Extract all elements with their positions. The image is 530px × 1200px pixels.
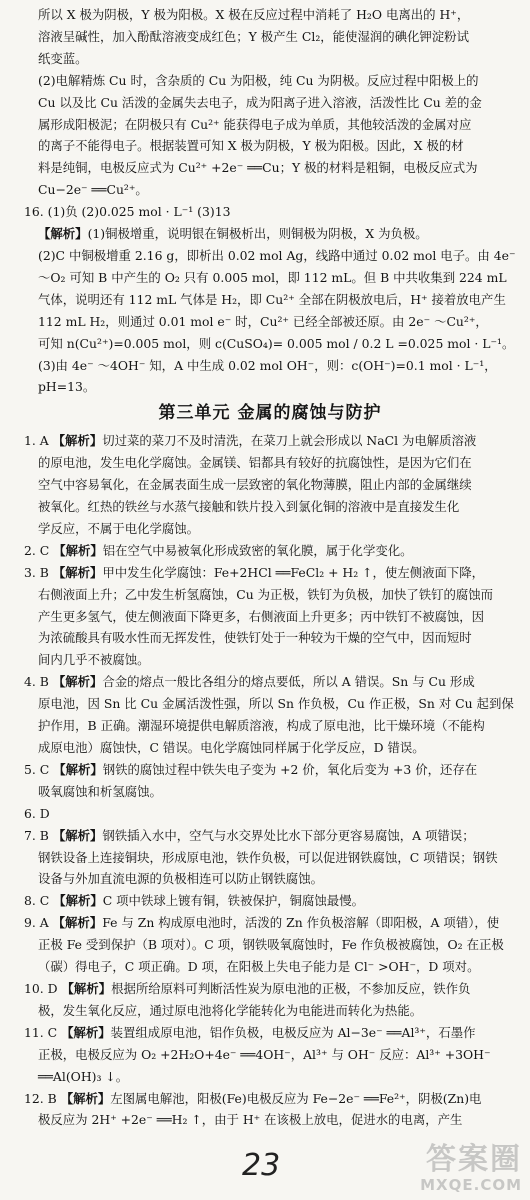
- text-line: 右侧液面上升；乙中发生析氢腐蚀，Cu 为正极，铁钉为负极，加快了铁钉的腐蚀而: [38, 586, 494, 602]
- analysis-label: 【解析】: [52, 674, 103, 690]
- text-line: 空气中容易氧化，在金属表面生成一层致密的氧化物薄膜，阻止内部的金属继续: [38, 477, 472, 493]
- watermark-logo: [420, 1144, 522, 1194]
- text-line: 间内几乎不被腐蚀。: [38, 652, 150, 668]
- analysis-label: 【解析】: [52, 915, 103, 931]
- text-line: 极反应为 2H⁺ +2e⁻ ══H₂ ↑，由于 H⁺ 在该极上放电，促进水的电离，产生: [38, 1112, 463, 1128]
- text-line: 7. B 【解析】钢铁插入水中，空气与水交界处比水下部分更容易腐蚀，A 项错误；: [24, 827, 475, 843]
- text-line: 属形成阳极泥；在阴极只有 Cu²⁺ 能获得电子成为单质，其他较活泼的金属对应: [38, 116, 472, 132]
- section-title: 第三单元 金属的腐蚀与防护: [158, 403, 382, 424]
- text-line: 可知 n(Cu²⁺)=0.005 mol，则 c(CuSO₄)= 0.005 mol / 0.2 L =0.025 mol · L⁻¹。: [38, 335, 515, 351]
- analysis-label: 【解析】: [61, 980, 112, 996]
- text-line: 护作用，B 正确。潮湿环境提供电解质溶液，构成了原电池，比干燥环境（不能构: [38, 718, 485, 734]
- text-line: 学反应，不属于电化学腐蚀。: [38, 520, 200, 536]
- text-line: 3. B 【解析】甲中发生化学腐蚀：Fe+2HCl ══FeCl₂ + H₂ ↑，使左侧液面下降，: [24, 564, 485, 580]
- text-line: 10. D 【解析】根据所给原料可判断活性炭为原电池的正极，不参加反应，铁作负: [24, 980, 471, 996]
- text-line: 纸变蓝。: [38, 50, 88, 66]
- text-line: 产生更多氢气，使左侧液面下降更多，右侧液面上升更多；丙中铁钉不被腐蚀，因: [38, 608, 485, 624]
- text-line: 8. C 【解析】C 项中铁球上镀有铜，铁被保护，铜腐蚀最慢。: [24, 893, 364, 909]
- page-number: 23: [242, 1148, 281, 1183]
- text-line: ══Al(OH)₃ ↓。: [38, 1068, 129, 1084]
- text-line: 为浓硫酸具有吸水性而无挥发性，使铁钉处于一种较为干燥的空气中，因而短时: [38, 630, 472, 646]
- text-line: 设备与外加直流电源的负极相连可以防止钢铁腐蚀。: [38, 871, 323, 887]
- text-line: 12. B 【解析】左图属电解池，阳极(Fe)电极反应为 Fe−2e⁻ ══Fe²⁺，阴极(Zn)电: [24, 1090, 482, 1106]
- text-line: 正极，电极反应为 O₂ +2H₂O+4e⁻ ══4OH⁻，Al³⁺ 与 OH⁻ 反应：Al³⁺ +3OH⁻: [38, 1046, 491, 1062]
- analysis-label: 【解析】: [53, 761, 103, 777]
- text-line: 原电池，因 Sn 比 Cu 金属活泼性强，所以 Sn 作负极，Cu 作正极，Sn 对 Cu 起到保: [38, 696, 514, 712]
- analysis-label: 【解析】: [52, 433, 103, 449]
- text-line: 溶液呈碱性，加入酚酞溶液变成红色；Y 极产生 Cl₂，能使湿润的碘化钾淀粉试: [38, 28, 469, 44]
- text-line: Cu 以及比 Cu 活泼的金属失去电子，成为阳离子进入溶液，活泼性比 Cu 差的金: [38, 94, 482, 110]
- analysis-label: 【解析】: [52, 564, 103, 580]
- text-line: 成原电池）腐蚀快，C 错误。电化学腐蚀同样属于化学反应，D 错误。: [38, 740, 425, 755]
- analysis-label: 【解析】: [52, 827, 103, 843]
- text-line: 4. B 【解析】合金的熔点一般比各组分的熔点要低，所以 A 错误。Sn 与 Cu 形成: [24, 674, 475, 690]
- text-line: 11. C 【解析】装置组成原电池，铝作负极，电极反应为 Al−3e⁻ ══Al³⁺，石墨作: [24, 1024, 476, 1040]
- text-line: 112 mL H₂，则通过 0.01 mol e⁻ 时，Cu²⁺ 已经全部被还原。由 2e⁻ ～Cu²⁺，: [38, 313, 488, 329]
- analysis-label: 【解析】: [53, 893, 103, 909]
- text-line: (3)由 4e⁻ ～4OH⁻ 知，A 中生成 0.02 mol OH⁻，则：c(OH⁻)=0.1 mol · L⁻¹，: [38, 357, 497, 373]
- text-line: 的离子不能得电子。根据装置可知 X 极为阴极，Y 极为阳极。因此，X 极的材: [38, 138, 464, 154]
- text-line: (2)C 中铜极增重 2.16 g，即析出 0.02 mol Ag，线路中通过 0.02 mol 电子。由 4e⁻: [38, 247, 516, 263]
- text-line: 1. A 【解析】切过菜的菜刀不及时清洗，在菜刀上就会形成以 NaCl 为电解质溶液: [24, 433, 477, 449]
- watermark-url: MXQE.COM: [420, 1176, 522, 1194]
- analysis-label: 【解析】: [61, 1024, 111, 1040]
- text-line: 所以 X 极为阴极，Y 极为阳极。X 极在反应过程中消耗了 H₂O 电离出的 H⁺，: [38, 7, 470, 22]
- analysis-label: 【解析】: [60, 1090, 111, 1106]
- text-line: 被氧化。红热的铁丝与水蒸气接触和铁片投入到氯化铜的溶液中是直接发生化: [38, 499, 460, 515]
- answer-block-unit-3: [20, 430, 520, 1131]
- text-line: 吸氧腐蚀和析氢腐蚀。: [38, 783, 162, 799]
- text-line: 气体，说明还有 112 mL 气体是 H₂，即 Cu²⁺ 全部在阴极放电后，H⁺ 接着放电产生: [38, 291, 506, 307]
- watermark-text: 答案圈: [426, 1142, 522, 1177]
- text-line: 的原电池，发生电化学腐蚀。金属镁、铝都具有较好的抗腐蚀性，是因为它们在: [38, 455, 472, 471]
- text-line: 料是纯铜，电极反应式为 Cu²⁺ +2e⁻ ══Cu；Y 极的材料是粗铜，电极反应式为: [38, 160, 478, 176]
- text-line: 极，发生氧化反应，通过原电池将化学能转化为电能进而转化为热能。: [38, 1002, 423, 1018]
- text-line: 5. C 【解析】钢铁的腐蚀过程中铁失电子变为 +2 价，氧化后变为 +3 价，还存在: [24, 761, 478, 777]
- text-line: pH=13。: [38, 379, 96, 395]
- text-line: ～O₂ 可知 B 中产生的 O₂ 只有 0.005 mol，即 112 mL。但 B 中共收集到 224 mL: [38, 269, 507, 285]
- text-line: Cu−2e⁻ ══Cu²⁺。: [38, 182, 148, 198]
- analysis-label: 【解析】: [38, 226, 88, 242]
- text-line: 2. C 【解析】铝在空气中易被氧化形成致密的氧化膜，属于化学变化。: [24, 542, 413, 558]
- text-line: 【解析】(1)铜极增重，说明银在铜极析出，则铜极为阴极，X 为负极。: [38, 226, 428, 242]
- text-line: 钢铁设备上连接铜块，形成原电池，铁作负极，可以促进钢铁腐蚀，C 项错误；钢铁: [38, 849, 498, 865]
- answer-block-continued: [20, 4, 520, 398]
- text-line: 正极 Fe 受到保护（B 项对）。C 项，钢铁吸氧腐蚀时，Fe 作负极被腐蚀，O₂ 在正极: [38, 937, 504, 953]
- text-line: (2)电解精炼 Cu 时，含杂质的 Cu 为阳极，纯 Cu 为阴极。反应过程中阳极上的: [38, 72, 479, 88]
- text-line: （碳）得电子，C 项正确。D 项，在阳极上失电子能力是 Cl⁻ >OH⁻，D 项对。: [38, 959, 480, 975]
- text-line: 16. (1)负 (2)0.025 mol · L⁻¹ (3)13: [24, 204, 231, 220]
- text-line: 9. A 【解析】Fe 与 Zn 构成原电池时，活泼的 Zn 作负极溶解（即阳极，A 项错），使: [24, 915, 500, 931]
- analysis-label: 【解析】: [53, 542, 103, 558]
- text-line: 6. D: [24, 805, 50, 821]
